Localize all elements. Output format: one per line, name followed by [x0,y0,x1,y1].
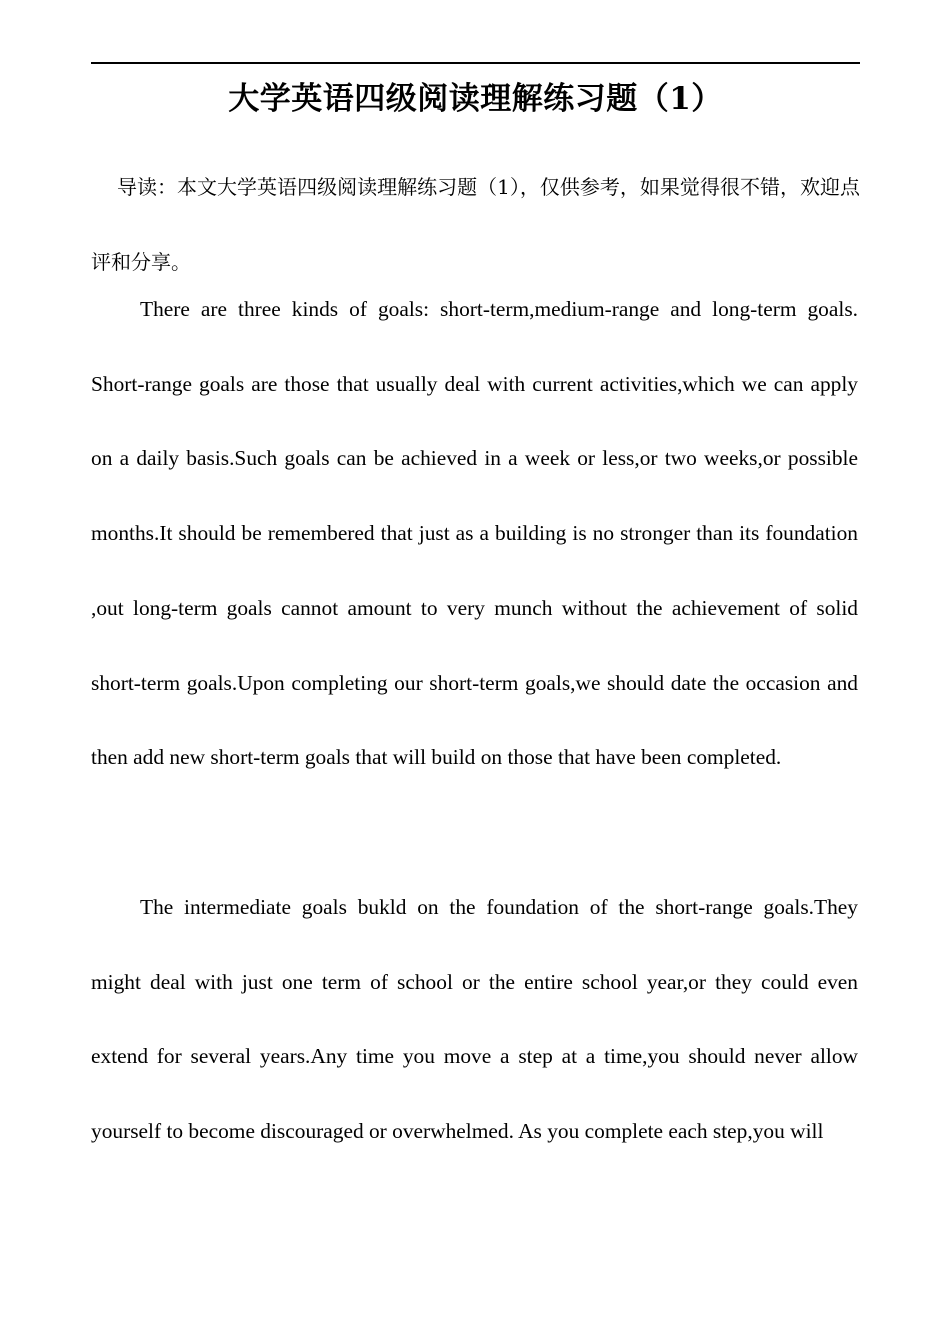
body-paragraph-1: There are three kinds of goals: short-term,medium-range and long-term goals. Short-range goals are those that usually deal with current activities,which we can apply on a daily basis.Such goals can be achieved in a week or less,or two weeks,or possible months.It should be remembered that just as a building is no stronger than its foundation ,out long-term goals cannot amount to very munch without the achievement of solid short-term goals.Upon completing our short-term goals,we should date the occasion and then add new short-term goals that will build on those that have been completed. [91,297,858,770]
document-title: 大学英语四级阅读理解练习题（1） [228,81,723,117]
header-rule [91,62,860,64]
body-paragraph-2: The intermediate goals bukld on the foundation of the short-range goals.They might deal with just one term of school or the entire school year,or they could even extend for several years.Any time you move a step at a time,you should never allow yourself to become discouraged or overwhelmed. As you complete each step,you will [91,895,858,1144]
intro-paragraph: 导读：本文大学英语四级阅读理解练习题（1），仅供参考，如果觉得很不错，欢迎点评和分享。 [91,175,860,274]
